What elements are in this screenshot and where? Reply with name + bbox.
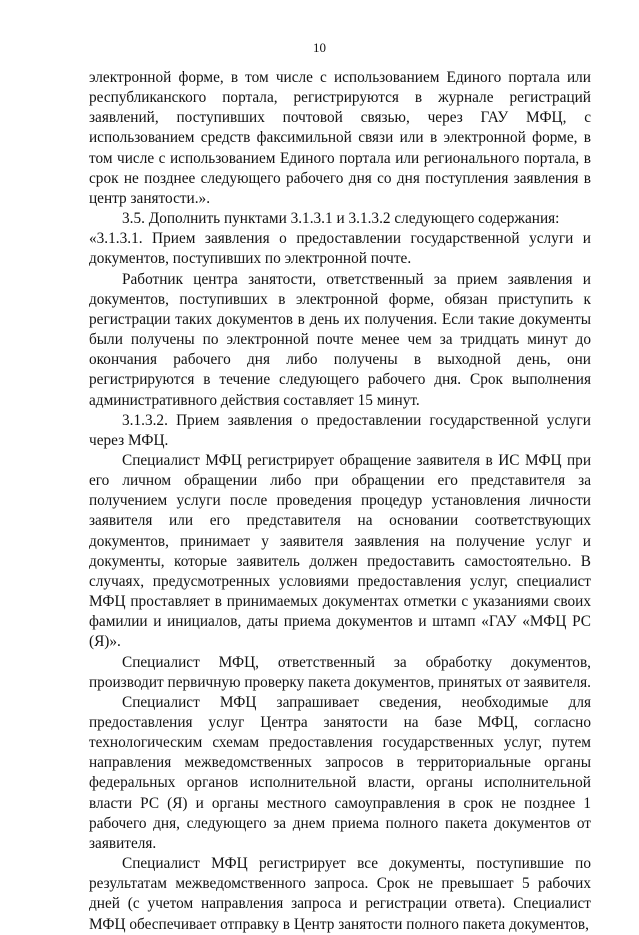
paragraph-mfc-requests: Специалист МФЦ запрашивает сведения, необходимые для предоставления услуг Центра занятости на базе МФЦ, согласно технологическим схемам предоставления государственных услуг, путем направления межведомственных запросов в территориальные органы федеральных органов исполнительной власти, органы исполнительной власти РС (Я) и органы местного самоуправления в срок не позднее 1 рабочего дня, следующего за днем приема полного пакета документов от заявителя. bbox=[89, 693, 591, 852]
page-number: 10 bbox=[313, 40, 326, 55]
paragraph-heading-3-1-3-2: 3.1.3.2. Прием заявления о предоставлении государственной услуги через МФЦ. bbox=[89, 411, 591, 449]
paragraph-amendment-3-5: 3.5. Дополнить пунктами 3.1.3.1 и 3.1.3.2 следующего содержания: bbox=[122, 210, 560, 228]
paragraph-mfc-check: Специалист МФЦ, ответственный за обработку документов, производит первичную проверку пакета документов, принятых от заявителя. bbox=[89, 653, 592, 691]
document-body bbox=[89, 68, 591, 935]
paragraph-continuation: электронной форме, в том числе с использованием Единого портала или республиканского портала, регистрируются в журнале регистраций заявлений, поступивших почтовой связью, через ГАУ МФЦ, с использованием средств факсимильной связи или в электронной форме, в том числе с использованием Единого портала или регионального портала, в срок не позднее следующего рабочего дня со дня поступления заявления в центр занятости.». bbox=[89, 69, 591, 207]
paragraph-mfc-registration: Специалист МФЦ регистрирует обращение заявителя в ИС МФЦ при его личном обращении либо при обращении его представителя за получением услуги после проведения процедур установления личности заявителя или его представителя на основании соответствующих документов, принимает у заявителя заявления на получение услуг и документы, которые заявитель должен предоставить самостоятельно. В случаях, предусмотренных условиями предоставления услуг, специалист МФЦ проставляет в принимаемых документах отметки с указаниями своих фамилии и инициалов, даты приема документов и штамп «ГАУ «МФЦ РС (Я)». bbox=[89, 451, 591, 651]
paragraph-email-registration: Работник центра занятости, ответственный за прием заявления и документов, поступивших в электронной форме, обязан приступить к регистрации таких документов в день их получения. Если такие документы были получены по электронной почте менее чем за тридцать минут до окончания рабочего дня либо получены в выходной день, они регистрируются в течение следующего рабочего дня. Срок выполнения административного действия составляет 15 минут. bbox=[89, 270, 591, 409]
paragraph-heading-3-1-3-1: «3.1.3.1. Прием заявления о предоставлении государственной услуги и документов, поступивших по электронной почте. bbox=[89, 230, 591, 268]
paragraph-mfc-documents: Специалист МФЦ регистрирует все документы, поступившие по результатам межведомственного запроса. Срок не превышает 5 рабочих дней (с учетом направления запроса и регистрации ответа). Специалист МФЦ обеспечивает отправку в Центр занятости полного пакета документов, bbox=[89, 855, 591, 933]
